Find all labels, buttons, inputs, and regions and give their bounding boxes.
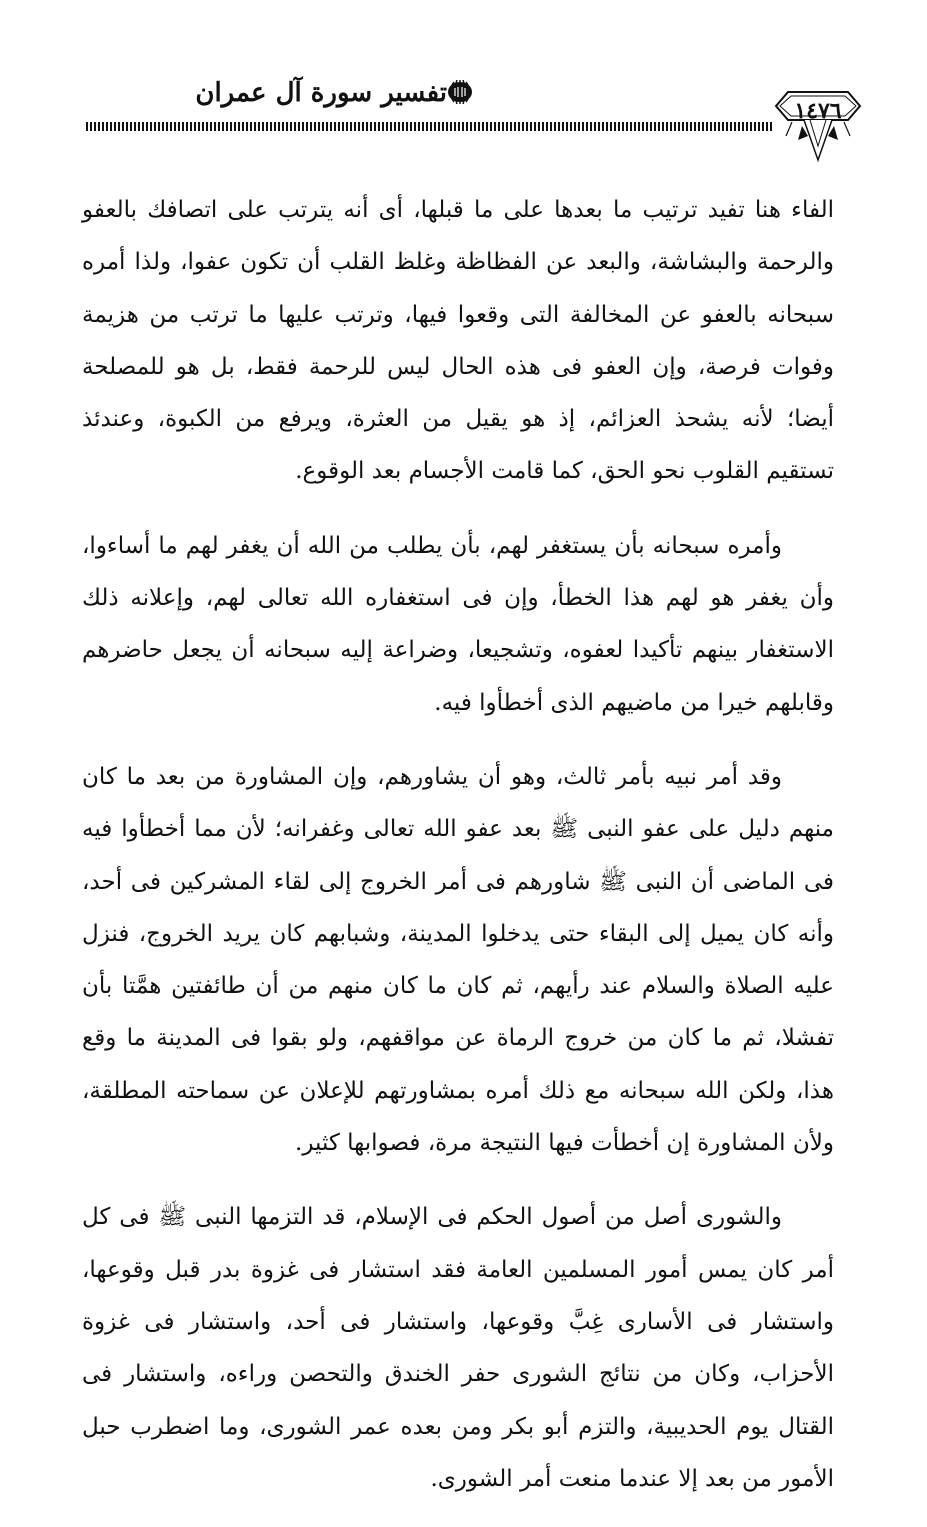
page-number: ١٤٧٦ [794, 98, 842, 124]
running-title: تفسير سورة آل عمران [195, 78, 447, 108]
paragraph: والشورى أصل من أصول الحكم فى الإسلام، قد التزمها النبى ﷺ فى كل أمر كان يمس أمور المسلمين العامة فقد استشار فى غزوة بدر قبل وقوعها، واستشار فى الأسارى غِبَّ وقوعها، واستشار فى أحد، واستشار فى غزوة الأحزاب، وكان من نتائج الشورى حفر الخندق والتحصن وراءه، واستشار فى القتال يوم الحديبية، والتزم أبو بكر ومن بعده عمر الشورى، وما اضطرب حبل الأمور من بعد إلا عندما منعت أمر الشورى. [82, 1204, 834, 1492]
paragraph: وقد أمر نبيه بأمر ثالث، وهو أن يشاورهم، وإن المشاورة من بعد ما كان منهم دليل على عفو النبى ﷺ بعد عفو الله تعالى وغفرانه؛ لأن مما أخطأوا فيه فى الماضى أن النبى ﷺ شاورهم فى أمر الخروج إلى لقاء المشركين فى أحد، وأنه كان يميل إلى البقاء حتى يدخلوا المدينة، وشبابهم كان يريد الخروج، فنزل عليه الصلاة والسلام عند رأيهم، ثم كان ما كان منهم من أن طائفتين همَّتا بأن تفشلا، ثم ما كان من خروج الرماة عن مواقفهم، ولو بقوا فى المدينة ما وقع هذا، ولكن الله سبحانه مع ذلك أمره بمشاورتهم للإعلان عن سماحته المطلقة، ولأن المشاورة إن أخطأت فيها النتيجة مرة، فصوابها كثير. [82, 763, 834, 1157]
ornament-icon [446, 80, 474, 104]
page-body [82, 184, 834, 1527]
header-rule [86, 122, 774, 131]
paragraph: وأمره سبحانه بأن يستغفر لهم، بأن يطلب من الله أن يغفر لهم ما أساءوا، وأن يغفر هو لهم هذا الخطأ، وإن فى استغفاره الله تعالى لهم، وإعلانه ذلك الاستغفار بينهم تأكيدا لعفوه، وتشجيعا، وضراعة إليه سبحانه أن يجعل حاضرهم وقابلهم خيرا من ماضيهم الذى أخطأوا فيه. [82, 532, 834, 716]
page-header [0, 0, 927, 170]
paragraph: الفاء هنا تفيد ترتيب ما بعدها على ما قبلها، أى أنه يترتب على اتصافك بالعفو والرحمة والبشاشة، والبعد عن الفظاظة وغلظ القلب أن تكون عفوا، ولذا أمره سبحانه بالعفو عن المخالفة التى وقعوا فيها، وترتب عليها ما ترتب من هزيمة وفوات فرصة، وإن العفو فى هذه الحال ليس للرحمة فقط، بل هو للمصلحة أيضا؛ لأنه يشحذ العزائم، إذ هو يقيل من العثرة، ويرفع من الكبوة، وعندئذ تستقيم القلوب نحو الحق، كما قامت الأجسام بعد الوقوع. [82, 197, 834, 485]
